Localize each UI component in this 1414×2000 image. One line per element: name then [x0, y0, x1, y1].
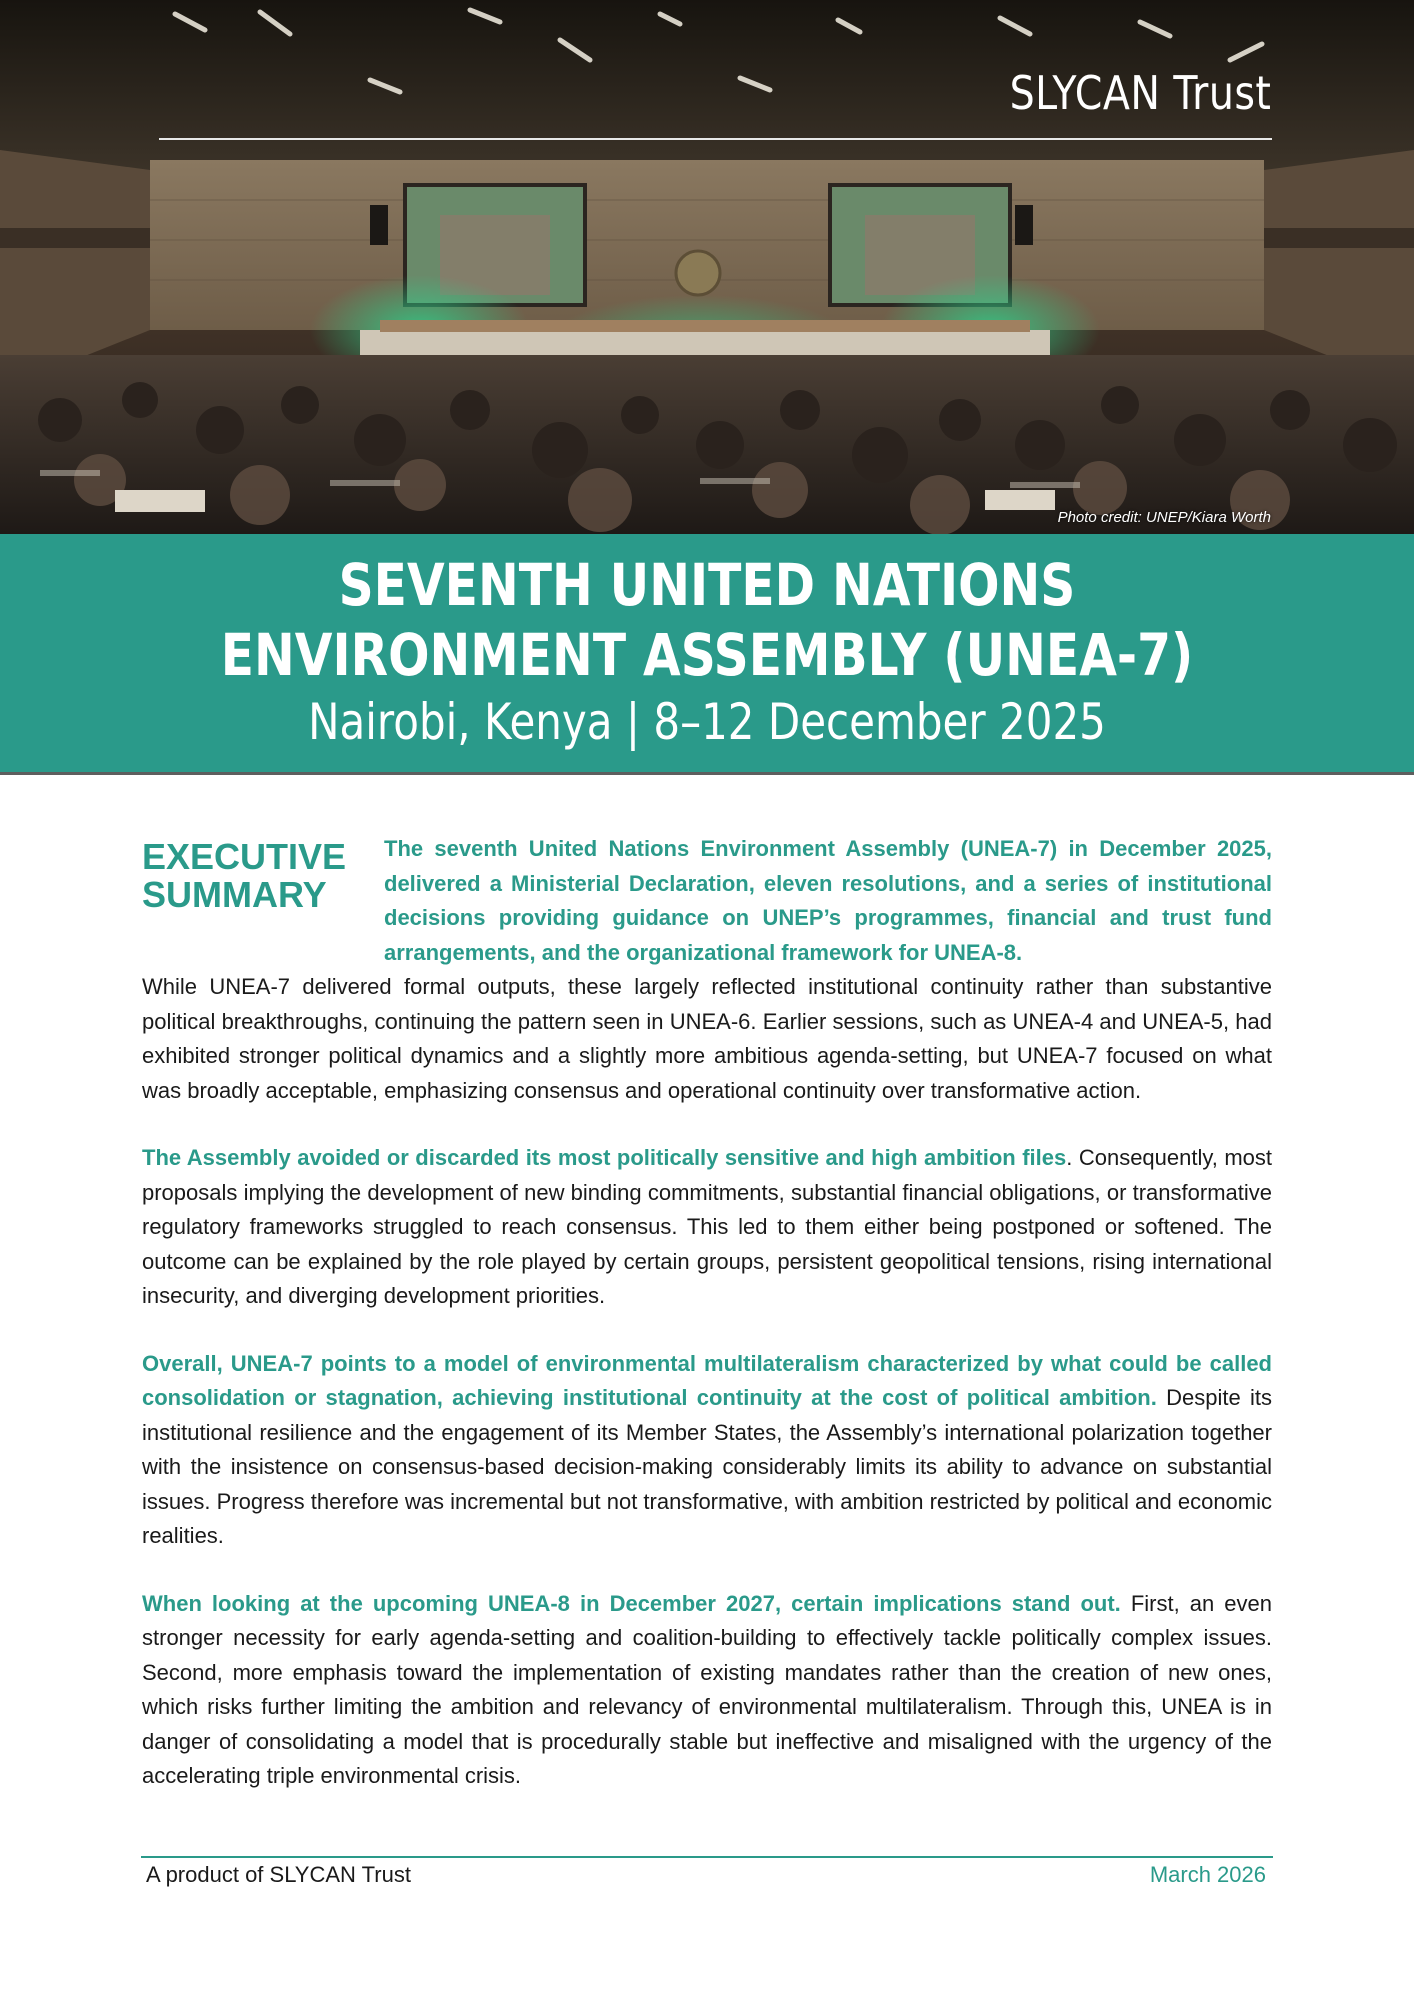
title-line-2: ENVIRONMENT ASSEMBLY (UNEA-7): [220, 621, 1194, 689]
heading-line-2: SUMMARY: [142, 874, 327, 915]
photo-credit: Photo credit: UNEP/Kiara Worth: [1057, 509, 1271, 526]
paragraph-4-body: First, an even stronger necessity for early agenda-setting and coalition-building to effectively tackle politically complex issues. Second, more emphasis toward the implementation of existing mandates rather than the creation of new ones, which risks further limiting the ambition and relevancy of environmental multilateralism. Through this, UNEA is in danger of consolidating a model that is procedurally stable but ineffective and misaligned with the urgency of the accelerating triple environmental crisis.: [142, 1590, 1272, 1788]
footer-date: March 2026: [1149, 1862, 1266, 1887]
event-subtitle: Nairobi, Kenya | 8–12 December 2025: [308, 693, 1106, 751]
paragraph-3-highlight: Overall, UNEA-7 points to a model of environmental multilateralism characterized by what could be called consolidation or stagnation, achieving institutional continuity at the cost of political ambition.: [142, 1350, 1272, 1410]
title-band: [0, 534, 1414, 772]
footer-divider: [141, 1856, 1273, 1858]
brand-divider: [159, 138, 1272, 140]
paragraph-2-body: . Consequently, most proposals implying the development of new binding commitments, substantial financial obligations, or transformative regulatory frameworks struggled to reach consensus. This led to them either being postponed or softened. The outcome can be explained by the role played by certain groups, persistent geopolitical tensions, rising international insecurity, and diverging development priorities.: [142, 1145, 1273, 1308]
paragraph-3: [142, 1347, 1272, 1554]
hero-photo: [0, 0, 1414, 534]
paragraph-3-body: Despite its institutional resilience and the engagement of its Member States, the Assembly’s international polarization together with the insistence on consensus-based decision-making considerably limits its ability to advance on substantial issues. Progress therefore was incremental but not transformative, with ambition restricted by political and economic realities.: [142, 1385, 1272, 1548]
paragraph-4: [142, 1587, 1272, 1794]
heading-line-1: EXECUTIVE: [142, 836, 347, 877]
footer-publisher: A product of SLYCAN Trust: [146, 1862, 411, 1887]
title-line-1: SEVENTH UNITED NATIONS: [338, 551, 1076, 619]
paragraph-4-highlight: When looking at the upcoming UNEA-8 in December 2027, certain implications stand out.: [142, 1590, 1121, 1616]
paragraph-2-highlight: The Assembly avoided or discarded its most politically sensitive and high ambition files: [142, 1145, 1067, 1170]
brand-name: SLYCAN Trust: [1009, 66, 1271, 120]
paragraph-1-body: While UNEA-7 delivered formal outputs, these largely reflected institutional continuity rather than substantive political breakthroughs, continuing the pattern seen in UNEA-6. Earlier sessions, such as UNEA-4 and UNEA-5, had exhibited stronger political dynamics and a slightly more ambitious agenda-setting, but UNEA-7 focused on what was broadly acceptable, emphasizing consensus and operational continuity over transformative action.: [142, 974, 1272, 1103]
paragraph-1-lead: [384, 832, 1272, 970]
summary-body: [142, 832, 1272, 1794]
paragraph-2: [142, 1141, 1272, 1314]
paragraph-1-highlight: The seventh United Nations Environment Assembly (UNEA-7) in December 2025, delivered a Ministerial Declaration, eleven resolutions, and a series of institutional decisions providing guidance on UNEP’s programmes, financial and trust fund arrangements, and the organizational framework for UNEA-8.: [384, 836, 1272, 965]
